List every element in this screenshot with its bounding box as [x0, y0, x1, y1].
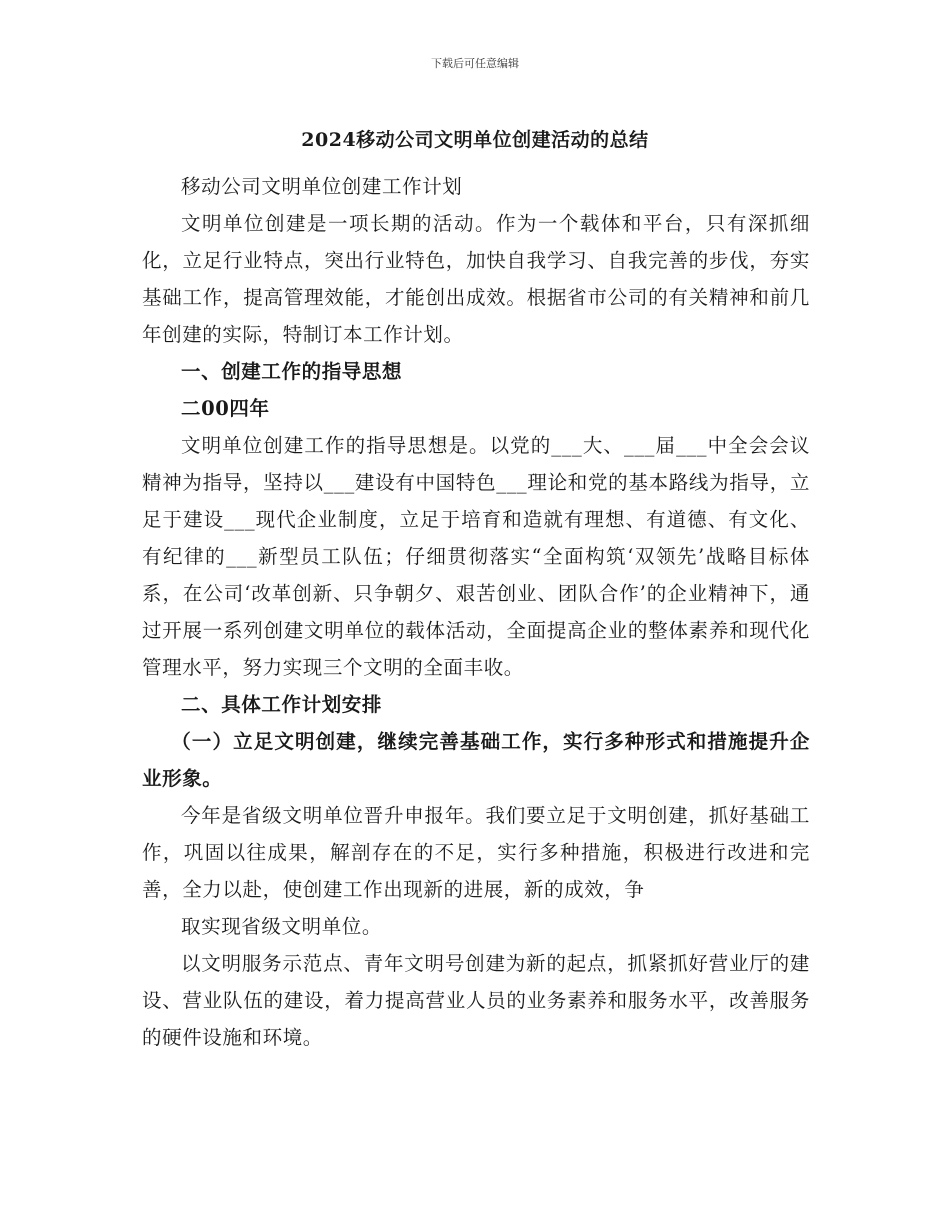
- document-title: 2024移动公司文明单位创建活动的总结: [301, 129, 649, 151]
- paragraph-continuation: 取实现省级文明单位。: [181, 915, 383, 938]
- paragraph-service: 以文明服务示范点、青年文明号创建为新的起点，抓紧抓好营业厅的建设、营业队伍的建设，着力提高营业人员的业务素养和服务水平，改善服务的硬件设施和环境。: [142, 952, 810, 1049]
- subsection-heading-1: （一）立足文明创建，继续完善基础工作，实行多种形式和措施提升企业形象。: [142, 730, 810, 790]
- section-heading-2: 二、具体工作计划安排: [181, 693, 383, 716]
- header-note: 下载后可任意编辑: [431, 57, 519, 70]
- paragraph-plan-title: 移动公司文明单位创建工作计划: [181, 175, 463, 198]
- paragraph-guiding-thought: 文明单位创建工作的指导思想是。以党的___大、___届___中全会会议精神为指导，坚持以___建设有中国特色___理论和党的基本路线为指导，立足于建设___现代企业制度，立足于培育和造就有理想、有道德、有文化、有纪律的___新型员工队伍；仔细贯彻落实“全面构筑‘双领先’战略目标体系，在公司‘改革创新、只争朝夕、艰苦创业、团队合作’的企业精神下，通过开展一系列创建文明单位的载体活动，全面提高企业的整体素养和现代化管理水平，努力实现三个文明的全面丰收。: [142, 434, 810, 679]
- document-body: [142, 168, 810, 1056]
- paragraph-this-year: 今年是省级文明单位晋升申报年。我们要立足于文明创建，抓好基础工作，巩固以往成果，解剖存在的不足，实行多种措施，积极进行改进和完善，全力以赴，使创建工作出现新的进展，新的成效，争: [142, 804, 810, 901]
- section-heading-1: 一、创建工作的指导思想: [181, 360, 403, 383]
- year-heading: 二00四年: [181, 397, 270, 420]
- paragraph-intro: 文明单位创建是一项长期的活动。作为一个载体和平台，只有深抓细化，立足行业特点，突出行业特色，加快自我学习、自我完善的步伐，夯实基础工作，提高管理效能，才能创出成效。根据省市公司的有关精神和前几年创建的实际，特制订本工作计划。: [142, 212, 810, 346]
